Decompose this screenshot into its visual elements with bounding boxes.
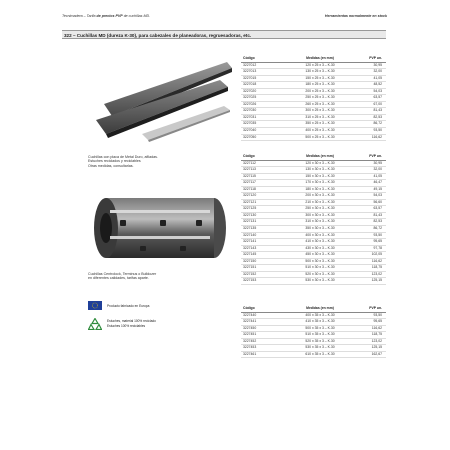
measures-cell: 310 x 25 x 3 – K.30 xyxy=(305,114,335,119)
column-header-price: PVP un. xyxy=(369,154,382,158)
measures-cell: 250 x 30 x 3 – K.30 xyxy=(305,206,335,211)
measures-cell: 150 x 25 x 3 – K.30 xyxy=(305,75,335,80)
price-cell: 116,62 xyxy=(371,325,382,330)
measures-cell: 130 x 30 x 3 – K.30 xyxy=(305,167,335,172)
price-cell: 86,72 xyxy=(373,225,382,230)
code-cell: 3227150 xyxy=(243,258,257,263)
measures-cell: 180 x 30 x 3 – K.30 xyxy=(305,186,335,191)
column-header-price: PVP un. xyxy=(369,56,382,60)
table-row xyxy=(241,135,386,142)
page-header xyxy=(62,14,387,24)
code-cell: 3227121 xyxy=(243,199,257,204)
table-row xyxy=(241,278,386,285)
price-cell: 41,05 xyxy=(373,75,382,80)
code-cell: 3227031 xyxy=(243,114,257,119)
measures-cell: 120 x 25 x 3 – K.30 xyxy=(305,62,335,67)
header-title xyxy=(62,14,150,18)
eu-logo-row xyxy=(88,301,149,310)
code-cell: 3227115 xyxy=(243,173,256,178)
measures-cell: 430 x 30 x 3 – K.30 xyxy=(305,245,335,250)
code-cell: 3227118 xyxy=(243,186,256,191)
column-header-code: Código xyxy=(243,154,255,158)
price-cell: 116,62 xyxy=(371,134,382,139)
code-cell: 3227151 xyxy=(243,265,257,270)
code-cell: 3227440 xyxy=(243,312,257,317)
table-row xyxy=(241,352,386,359)
price-cell: 54,03 xyxy=(373,193,382,198)
title-prefix: – Tarifa xyxy=(83,14,96,18)
price-cell: 30,95 xyxy=(373,160,382,165)
price-cell: 41,05 xyxy=(373,173,382,178)
eu-flag-icon xyxy=(88,301,102,310)
measures-cell: 610 x 35 x 3 – K.30 xyxy=(305,351,335,356)
measures-cell: 500 x 25 x 3 – K.30 xyxy=(305,134,335,139)
price-table-25mm xyxy=(241,56,386,141)
price-cell: 82,53 xyxy=(373,219,382,224)
column-header-measures: Medidas (en mm) xyxy=(306,306,334,310)
price-cell: 116,62 xyxy=(371,258,382,263)
price-cell: 86,72 xyxy=(373,121,382,126)
price-cell: 56,60 xyxy=(373,199,382,204)
price-cell: 125,15 xyxy=(371,345,382,350)
cutter-head-image xyxy=(84,186,234,268)
price-cell: 118,75 xyxy=(371,332,382,337)
measures-cell: 410 x 35 x 3 – K.30 xyxy=(305,319,335,324)
measures-cell: 530 x 30 x 3 – K.30 xyxy=(305,278,335,283)
recycle-label: Estuches, material 100% reciclado xyxy=(107,319,156,324)
code-cell: 3227461 xyxy=(243,351,257,356)
measures-cell: 310 x 30 x 3 – K.30 xyxy=(305,219,335,224)
measures-cell: 530 x 35 x 3 – K.30 xyxy=(305,345,335,350)
brand-name: Tecnimadera xyxy=(62,14,83,18)
price-cell: 63,57 xyxy=(373,206,382,211)
price-cell: 30,95 xyxy=(373,62,382,67)
price-cell: 54,03 xyxy=(373,88,382,93)
measures-cell: 400 x 25 x 3 – K.30 xyxy=(305,127,335,132)
price-cell: 93,50 xyxy=(373,232,382,237)
measures-cell: 120 x 30 x 3 – K.30 xyxy=(305,160,335,165)
caption-line: Otras medidas, consultarlas. xyxy=(88,163,134,168)
recycle-labels xyxy=(107,319,156,328)
code-cell: 3227152 xyxy=(243,271,257,276)
price-cell: 118,75 xyxy=(371,265,382,270)
code-cell: 3227451 xyxy=(243,332,257,337)
measures-cell: 200 x 30 x 3 – K.30 xyxy=(305,193,335,198)
price-cell: 125,15 xyxy=(371,278,382,283)
code-cell: 3227141 xyxy=(243,239,257,244)
measures-cell: 130 x 25 x 3 – K.30 xyxy=(305,69,335,74)
measures-cell: 150 x 30 x 3 – K.30 xyxy=(305,173,335,178)
measures-cell: 510 x 30 x 3 – K.30 xyxy=(305,265,335,270)
measures-cell: 510 x 35 x 3 – K.30 xyxy=(305,332,335,337)
column-header-code: Código xyxy=(243,56,255,60)
measures-cell: 300 x 30 x 3 – K.30 xyxy=(305,212,335,217)
blades-caption xyxy=(88,155,158,168)
code-cell: 3227450 xyxy=(243,325,257,330)
code-cell: 3227026 xyxy=(243,101,257,106)
measures-cell: 500 x 35 x 3 – K.30 xyxy=(305,325,335,330)
caption-line: Cuchillas Centrolock, Terminus o Bulldozer xyxy=(88,272,157,276)
blades-image xyxy=(82,54,234,144)
column-header-price: PVP un. xyxy=(369,306,382,310)
price-cell: 81,43 xyxy=(373,212,382,217)
caption-line: Estuches reciclados y reciclables xyxy=(88,159,141,164)
code-cell: 3227453 xyxy=(243,345,257,350)
code-cell: 3227441 xyxy=(243,319,257,324)
column-header-measures: Medidas (en mm) xyxy=(306,154,334,158)
column-header-code: Código xyxy=(243,306,255,310)
recycle-label: Estuches 100% reciclables xyxy=(107,324,146,328)
code-cell: 3227130 xyxy=(243,212,257,217)
title-suffix: de cuchillas MD. xyxy=(123,14,151,18)
measures-cell: 260 x 25 x 3 – K.30 xyxy=(305,101,335,106)
price-cell: 63,57 xyxy=(373,95,382,100)
price-cell: 102,05 xyxy=(371,252,382,257)
measures-cell: 350 x 25 x 3 – K.30 xyxy=(305,121,335,126)
measures-cell: 520 x 30 x 3 – K.30 xyxy=(305,271,335,276)
price-cell: 46,47 xyxy=(373,180,382,185)
code-cell: 3227012 xyxy=(243,62,257,67)
price-cell: 123,02 xyxy=(371,338,382,343)
measures-cell: 350 x 30 x 3 – K.30 xyxy=(305,225,335,230)
price-cell: 95,65 xyxy=(373,239,382,244)
measures-cell: 210 x 30 x 3 – K.30 xyxy=(305,199,335,204)
price-cell: 93,50 xyxy=(373,127,382,132)
measures-cell: 400 x 30 x 3 – K.30 xyxy=(305,232,335,237)
measures-cell: 400 x 35 x 3 – K.30 xyxy=(305,312,335,317)
code-cell: 3227143 xyxy=(243,245,257,250)
price-table-35mm xyxy=(241,306,386,358)
code-cell: 3227153 xyxy=(243,278,257,283)
code-cell: 3227145 xyxy=(243,252,257,257)
recycle-logo-row xyxy=(88,318,156,330)
header-stock-note: Herramientas normalmente en stock xyxy=(324,14,387,18)
price-table-30mm xyxy=(241,154,386,285)
measures-cell: 410 x 30 x 3 – K.30 xyxy=(305,239,335,244)
code-cell: 3227117 xyxy=(243,180,256,185)
measures-cell: 180 x 25 x 3 – K.30 xyxy=(305,82,335,87)
code-cell: 3227025 xyxy=(243,95,257,100)
price-cell: 48,52 xyxy=(373,82,382,87)
title-bold: de precios PVP xyxy=(96,14,123,18)
price-cell: 32,00 xyxy=(373,69,382,74)
price-cell: 49,15 xyxy=(373,186,382,191)
price-cell: 32,00 xyxy=(373,167,382,172)
caption-line: en diferentes calidades, tarifas aparte. xyxy=(88,276,149,281)
code-cell: 3227015 xyxy=(243,75,257,80)
code-cell: 3227013 xyxy=(243,69,257,74)
code-cell: 3227120 xyxy=(243,193,257,198)
code-cell: 3227135 xyxy=(243,225,257,230)
code-cell: 3227452 xyxy=(243,338,257,343)
price-cell: 67,00 xyxy=(373,101,382,106)
code-cell: 3227030 xyxy=(243,108,257,113)
code-cell: 3227140 xyxy=(243,232,257,237)
price-cell: 82,53 xyxy=(373,114,382,119)
code-cell: 3227050 xyxy=(243,134,257,139)
code-cell: 3227035 xyxy=(243,121,257,126)
caption-line: Cuchillas con placa de Metal Duro, afiladas. xyxy=(88,155,158,159)
price-cell: 81,43 xyxy=(373,108,382,113)
code-cell: 3227113 xyxy=(243,167,256,172)
code-cell: 3227020 xyxy=(243,88,257,93)
measures-cell: 170 x 30 x 3 – K.30 xyxy=(305,180,335,185)
price-cell: 123,02 xyxy=(371,271,382,276)
price-cell: 162,67 xyxy=(371,351,382,356)
code-cell: 3227131 xyxy=(243,219,257,224)
code-cell: 3227018 xyxy=(243,82,257,87)
measures-cell: 520 x 35 x 3 – K.30 xyxy=(305,338,335,343)
cutter-head-caption xyxy=(88,272,156,281)
price-cell: 95,65 xyxy=(373,319,382,324)
price-cell: 93,50 xyxy=(373,312,382,317)
code-cell: 3227040 xyxy=(243,127,257,132)
price-cell: 97,78 xyxy=(373,245,382,250)
code-cell: 3227125 xyxy=(243,206,257,211)
measures-cell: 200 x 25 x 3 – K.30 xyxy=(305,88,335,93)
measures-cell: 500 x 30 x 3 – K.30 xyxy=(305,258,335,263)
eu-label: Producto fabricado en Europa xyxy=(107,303,150,308)
measures-cell: 300 x 25 x 3 – K.30 xyxy=(305,108,335,113)
measures-cell: 250 x 25 x 3 – K.30 xyxy=(305,95,335,100)
section-title: 322 – Cuchillas MD (dureza K-30), para cabezales de planeadoras, regruesadoras, etc. xyxy=(62,30,386,39)
column-header-measures: Medidas (en mm) xyxy=(306,56,334,60)
code-cell: 3227112 xyxy=(243,160,256,165)
recycle-icon xyxy=(88,318,102,330)
measures-cell: 450 x 30 x 3 – K.30 xyxy=(305,252,335,257)
